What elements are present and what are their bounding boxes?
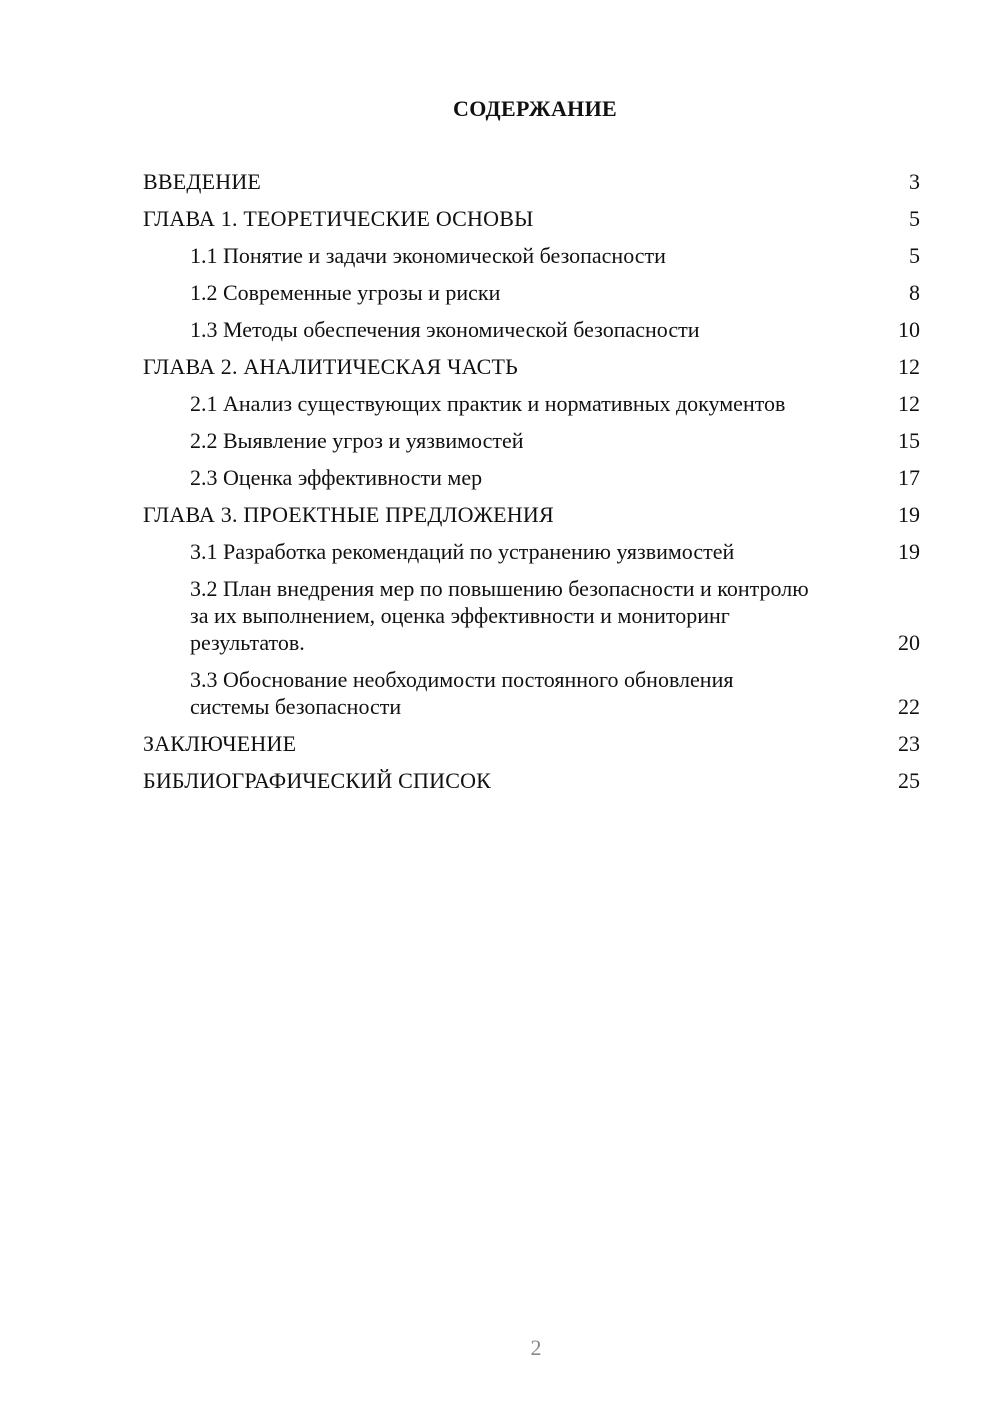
toc-entry-label: ГЛАВА 1. ТЕОРЕТИЧЕСКИЕ ОСНОВЫ bbox=[143, 206, 534, 231]
toc-entry-page: 22 bbox=[898, 694, 920, 719]
toc-entry-page: 5 bbox=[909, 206, 920, 231]
toc-entry-section-2-1[interactable] bbox=[143, 390, 920, 417]
page-title: СОДЕРЖАНИЕ bbox=[453, 96, 617, 121]
toc-entry-label: 3.3 Обоснование необходимости постоянного обновления системы безопасности bbox=[190, 667, 734, 719]
toc-entry-page: 19 bbox=[898, 539, 920, 564]
toc-entry-page: 12 bbox=[898, 391, 920, 416]
toc-entry-section-1-2[interactable] bbox=[143, 279, 920, 306]
table-of-contents bbox=[143, 168, 920, 804]
toc-entry-conclusion[interactable] bbox=[143, 730, 920, 757]
toc-entry-chapter-3[interactable] bbox=[143, 501, 920, 528]
toc-entry-section-3-1[interactable] bbox=[143, 538, 920, 565]
toc-entry-label: ГЛАВА 3. ПРОЕКТНЫЕ ПРЕДЛОЖЕНИЯ bbox=[143, 502, 554, 527]
toc-entry-chapter-1[interactable] bbox=[143, 205, 920, 232]
toc-entry-page: 17 bbox=[898, 465, 920, 490]
toc-entry-page: 19 bbox=[898, 502, 920, 527]
toc-entry-label: 3.1 Разработка рекомендаций по устранению уязвимостей bbox=[190, 539, 735, 564]
toc-entry-page: 25 bbox=[898, 768, 920, 793]
toc-entry-section-1-1[interactable] bbox=[143, 242, 920, 269]
toc-entry-label: 2.3 Оценка эффективности мер bbox=[190, 465, 483, 490]
toc-entry-page: 23 bbox=[898, 731, 920, 756]
toc-entry-label: 1.3 Методы обеспечения экономической безопасности bbox=[190, 317, 700, 342]
toc-entry-section-3-3[interactable] bbox=[143, 666, 920, 720]
toc-entry-section-3-2[interactable] bbox=[143, 575, 920, 656]
toc-entry-label: 1.1 Понятие и задачи экономической безопасности bbox=[190, 243, 666, 268]
toc-entry-section-2-3[interactable] bbox=[143, 464, 920, 491]
toc-entry-page: 10 bbox=[898, 317, 920, 342]
toc-entry-page: 8 bbox=[909, 280, 920, 305]
toc-entry-page: 12 bbox=[898, 354, 920, 379]
toc-entry-section-1-3[interactable] bbox=[143, 316, 920, 343]
toc-entry-page: 5 bbox=[909, 243, 920, 268]
toc-entry-label: 2.1 Анализ существующих практик и нормативных документов bbox=[190, 391, 786, 416]
toc-entry-label: БИБЛИОГРАФИЧЕСКИЙ СПИСОК bbox=[143, 768, 492, 793]
toc-entry-chapter-2[interactable] bbox=[143, 353, 920, 380]
toc-entry-page: 3 bbox=[909, 169, 920, 194]
toc-entry-introduction[interactable] bbox=[143, 168, 920, 195]
toc-entry-label: 1.2 Современные угрозы и риски bbox=[190, 280, 501, 305]
toc-entry-page: 20 bbox=[898, 630, 920, 655]
toc-entry-label: ВВЕДЕНИЕ bbox=[143, 169, 262, 194]
toc-entry-bibliography[interactable] bbox=[143, 767, 920, 794]
toc-entry-page: 15 bbox=[898, 428, 920, 453]
toc-entry-label: ГЛАВА 2. АНАЛИТИЧЕСКАЯ ЧАСТЬ bbox=[143, 354, 518, 379]
toc-entry-label: 2.2 Выявление угроз и уязвимостей bbox=[190, 428, 524, 453]
page-number: 2 bbox=[530, 1335, 542, 1360]
toc-entry-section-2-2[interactable] bbox=[143, 427, 920, 454]
toc-entry-label: ЗАКЛЮЧЕНИЕ bbox=[143, 731, 297, 756]
toc-entry-label: 3.2 План внедрения мер по повышению безопасности и контролю за их выполнением, оценка эффективности и мониторинг результатов. bbox=[190, 576, 809, 655]
